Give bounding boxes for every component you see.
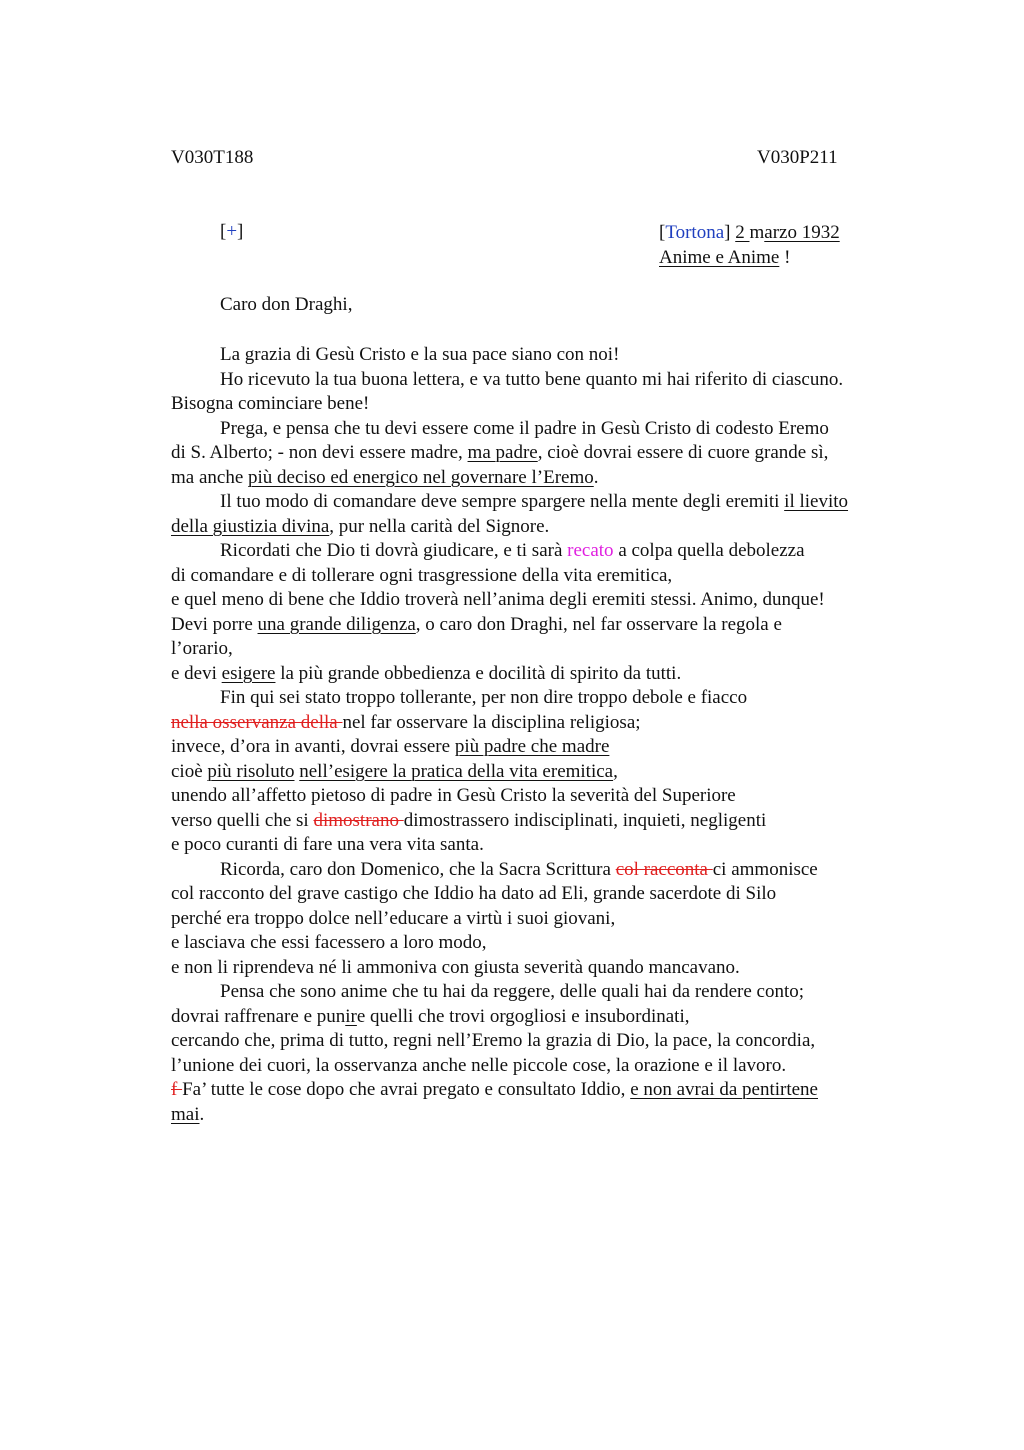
text-line: di comandare e di tollerare ogni trasgressione della vita eremitica, xyxy=(171,564,673,586)
underlined-text: della giustizia divina xyxy=(171,515,330,537)
text-line: della giustizia divina, pur nella carità del Signore. xyxy=(171,515,550,537)
text-line: cercando che, prima di tutto, regni nell’Eremo la grazia di Dio, la pace, la concordia, xyxy=(171,1030,816,1051)
cross-mark: [+] xyxy=(220,221,244,242)
text-line: mai. xyxy=(171,1103,205,1125)
underlined-text: esigere xyxy=(221,662,276,684)
text-line: l’orario, xyxy=(171,638,233,659)
text-line: Ricordati che Dio ti dovrà giudicare, e ti sarà recato a colpa quella debolezza xyxy=(220,540,805,561)
text-line: Devi porre una grande diligenza, o caro don Draghi, nel far osservare la regola e xyxy=(171,613,782,635)
underlined-text: mai xyxy=(171,1103,200,1125)
underlined-text: nell’esigere la pratica della vita eremitica xyxy=(299,760,614,782)
text-line: nella osservanza della nel far osservare la disciplina religiosa; xyxy=(171,711,641,733)
cross-link[interactable]: + xyxy=(226,221,238,242)
text-line: cioè più risoluto nell’esigere la pratica della vita eremitica, xyxy=(171,760,618,782)
text-line: e lasciava che essi facessero a loro modo, xyxy=(171,932,487,953)
underlined-text: ir xyxy=(345,1005,357,1027)
text-line: e quel meno di bene che Iddio troverà nell’anima degli eremiti stessi. Animo, dunque! xyxy=(171,589,825,610)
underlined-text: ma padre xyxy=(467,442,538,463)
left-archive-code: V030T188 xyxy=(171,147,254,168)
deleted-text: col racconta xyxy=(615,858,713,880)
text-line: Prega, e pensa che tu devi essere come il padre in Gesù Cristo di codesto Eremo xyxy=(220,417,829,439)
text-line: di S. Alberto; - non devi essere madre, ma padre, cioè dovrai essere di cuore grande sì, xyxy=(171,442,829,463)
inserted-word: recato xyxy=(567,540,614,561)
text-line: f Fa’ tutte le cose dopo che avrai pregato e consultato Iddio, e non avrai da pentirtene xyxy=(171,1079,818,1100)
underlined-text: più padre che madre xyxy=(454,736,610,757)
text-line: unendo all’affetto pietoso di padre in Gesù Cristo la severità del Superiore xyxy=(171,785,736,806)
text-line: Bisogna cominciare bene! xyxy=(171,393,370,414)
text-line: e non li riprendeva né li ammoniva con giusta severità quando mancavano. xyxy=(171,956,740,978)
text-line: col racconto del grave castigo che Iddio ha dato ad Eli, grande sacerdote di Silo xyxy=(171,883,777,904)
date-month-year: arzo 1932 xyxy=(764,222,840,243)
text-line: Il tuo modo di comandare deve sempre spargere nella mente degli eremiti il lievito xyxy=(220,491,849,512)
date-month-initial: m xyxy=(749,222,765,243)
underlined-text: una grande diligenza xyxy=(257,613,416,635)
letter-body xyxy=(171,343,931,1127)
motto: Anime e Anime xyxy=(659,246,780,268)
underlined-text: più deciso ed energico nel governare l’Eremo xyxy=(248,466,594,488)
date-day: 2 xyxy=(735,222,750,243)
deleted-text: f xyxy=(171,1079,183,1100)
underlined-text: più risoluto xyxy=(207,760,295,782)
text-line: Fin qui sei stato troppo tollerante, per non dire troppo debole e fiacco xyxy=(220,687,748,708)
right-archive-code: V030P211 xyxy=(757,147,838,168)
place-date-line: [Tortona] 2 marzo 1932 xyxy=(659,222,840,243)
salutation: Caro don Draghi, xyxy=(220,294,353,315)
text-line: dovrai raffrenare e punire quelli che trovi orgogliosi e insubordinati, xyxy=(171,1005,690,1027)
deleted-text: nella osservanza della xyxy=(171,711,343,733)
underlined-text: e non avrai da pentirtene xyxy=(630,1079,818,1100)
text-line: perché era troppo dolce nell’educare a virtù i suoi giovani, xyxy=(171,907,616,929)
text-line: Pensa che sono anime che tu hai da reggere, delle quali hai da rendere conto; xyxy=(220,981,805,1002)
text-line: invece, d’ora in avanti, dovrai essere più padre che madre xyxy=(171,736,610,757)
text-line: ma anche più deciso ed energico nel governare l’Eremo. xyxy=(171,466,599,488)
text-line: verso quelli che si dimostrano dimostrassero indisciplinati, inquieti, negligenti xyxy=(171,809,767,831)
text-line: e poco curanti di fare una vera vita santa. xyxy=(171,834,484,855)
dateline xyxy=(659,221,840,270)
text-line: Ho ricevuto la tua buona lettera, e va tutto bene quanto mi hai riferito di ciascuno. xyxy=(220,368,844,390)
text-line: l’unione dei cuori, la osservanza anche nelle piccole cose, la orazione e il lavoro. xyxy=(171,1054,787,1076)
motto-line: Anime e Anime ! xyxy=(659,246,791,268)
text-line: e devi esigere la più grande obbedienza e docilità di spirito da tutti. xyxy=(171,662,682,684)
underlined-text: il lievito xyxy=(784,491,849,512)
place-link[interactable]: Tortona xyxy=(665,222,725,243)
text-line: La grazia di Gesù Cristo e la sua pace siano con noi! xyxy=(220,344,620,365)
text-line: Ricorda, caro don Domenico, che la Sacra Scrittura col racconta ci ammonisce xyxy=(220,858,818,880)
deleted-text: dimostrano xyxy=(313,809,404,831)
